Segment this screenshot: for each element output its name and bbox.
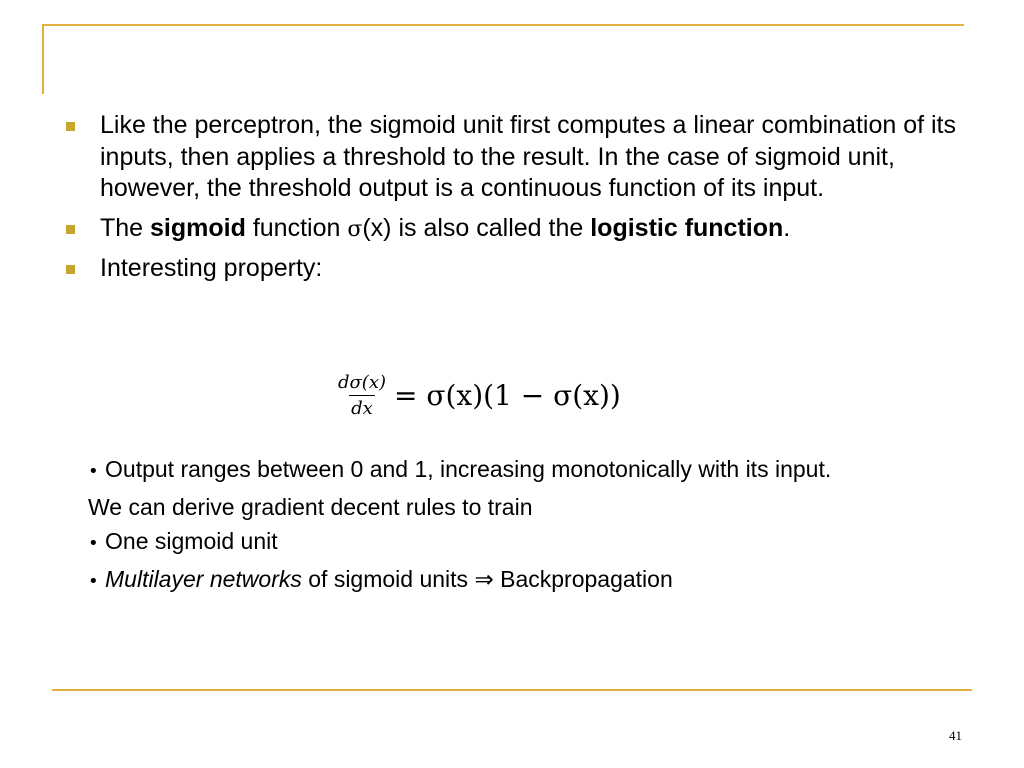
formula-fraction: [336, 372, 388, 419]
square-bullet-icon: [66, 265, 75, 274]
implies-arrow-icon: ⇒: [474, 565, 494, 592]
term-multilayer-networks: Multilayer networks: [98, 565, 302, 592]
sigmoid-derivative-formula: [336, 364, 621, 426]
dot-bullet-icon: •: [88, 570, 99, 592]
left-accent-line: [42, 24, 44, 94]
bullet-item-sigmoid: [62, 213, 962, 246]
square-bullet-icon: [66, 225, 75, 234]
bullet-text-mid1: function: [245, 213, 348, 242]
detail-text-end: Backpropagation: [493, 565, 673, 592]
bullet-text: Interesting property:: [100, 254, 323, 282]
detail-output-range: [88, 452, 968, 490]
formula-denominator: dx: [349, 395, 375, 419]
dot-bullet-icon: •: [88, 461, 99, 482]
term-logistic-function: logistic function: [590, 213, 784, 242]
bullet-text-pre: The: [100, 213, 151, 242]
bullet-item-perceptron: [62, 110, 962, 205]
details-block: [88, 452, 968, 599]
detail-multilayer: [88, 562, 968, 600]
formula-numerator: dσ(x): [338, 371, 387, 393]
detail-one-sigmoid: [88, 524, 968, 562]
bullet-text-post: .: [783, 213, 791, 242]
detail-text: One sigmoid unit: [98, 528, 278, 554]
sigma-symbol: σ: [347, 216, 363, 242]
term-sigmoid: sigmoid: [150, 213, 246, 242]
detail-text: Output ranges between 0 and 1, increasing monotonically with its input.: [98, 456, 832, 482]
square-bullet-icon: [66, 122, 75, 131]
bullet-list: [62, 110, 962, 293]
bottom-accent-line: [52, 689, 972, 691]
bullet-text: Like the perceptron, the sigmoid unit first computes a linear combination of its inputs, then applies a threshold to the result. In the case of sigmoid unit, however, the threshold output is a continuous function of its input.: [100, 111, 956, 202]
bullet-text-mid2: (x) is also called the: [362, 213, 591, 242]
detail-derive-rules: We can derive gradient decent rules to train: [88, 493, 533, 520]
page-number: 41: [949, 728, 962, 743]
dot-bullet-icon: •: [88, 533, 99, 554]
detail-text: of sigmoid units: [301, 565, 475, 592]
bullet-item-property: [62, 253, 962, 285]
top-accent-line: [42, 24, 964, 26]
formula-rhs: = σ(x)(1 − σ(x)): [394, 378, 621, 412]
